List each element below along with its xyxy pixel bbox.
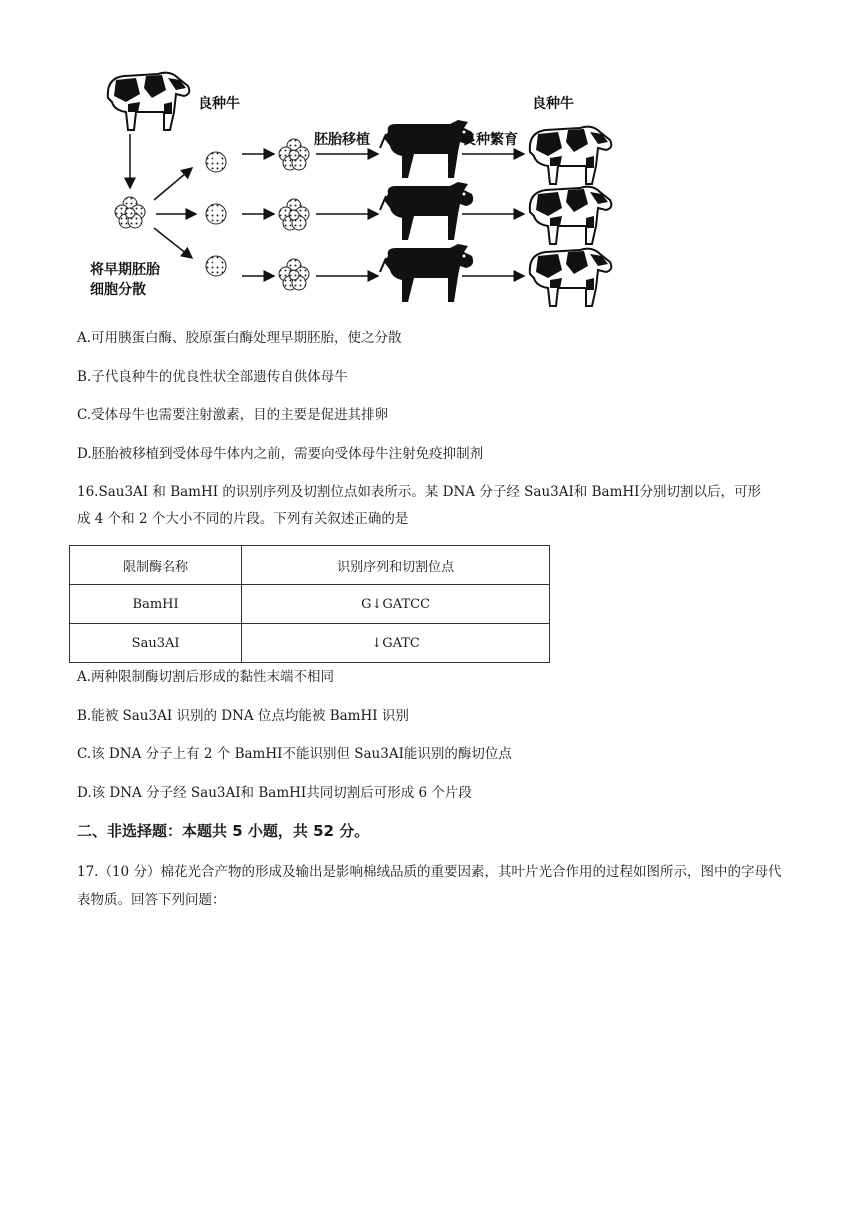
q16-option-c: C.该 DNA 分子上有 2 个 BamHⅠ不能识别但 Sau3AⅠ能识别的酶切位点 [77, 746, 512, 762]
q15-option-b: B.子代良种牛的优良性状全部遗传自供体母牛 [77, 369, 348, 385]
offspring-cow-label: 良种牛 [532, 96, 574, 112]
q16-option-a: A.两种限制酶切割后形成的黏性末端不相同 [77, 669, 335, 685]
table-cell: ↓GATC [242, 624, 550, 663]
cow-icon [530, 187, 612, 244]
cow-icon [530, 249, 612, 306]
q16-stem-line2: 成 4 个和 2 个大小不同的片段。下列有关叙述正确的是 [77, 511, 409, 527]
disperse-label-1: 将早期胚胎 [90, 262, 160, 278]
embryo-icon [279, 199, 309, 230]
q15-option-d: D.胚胎被移植到受体母牛体内之前，需要向受体母牛注射免疫抑制剂 [77, 446, 484, 462]
cell-icon [206, 256, 226, 276]
table-row [70, 585, 550, 624]
cow-icon [380, 244, 473, 302]
section-heading: 二、非选择题：本题共 5 小题，共 52 分。 [77, 822, 370, 840]
cow-icon [530, 127, 612, 184]
q17-stem: 17.（10 分）棉花光合产物的形成及输出是影响棉绒品质的重要因素，其叶片光合作用的过程如图所示，图中的字母代表物质。回答下列问题： [77, 864, 782, 908]
embryo-icon [115, 197, 145, 228]
table-cell: BamHI [70, 585, 242, 624]
disperse-label-2: 细胞分散 [90, 282, 146, 298]
table-header-row [70, 546, 550, 585]
cow-icon [380, 182, 473, 240]
transfer-label: 胚胎移植 [314, 132, 370, 148]
embryo-transfer-figure [90, 62, 616, 314]
q16-stem-line1: 16.Sau3AI 和 BamHI 的识别序列及切割位点如表所示。某 DNA 分子经 Sau3AⅠ和 BamHⅠ分别切割以后，可形 [77, 484, 761, 500]
enzyme-table [69, 545, 550, 663]
donor-cow-label: 良种牛 [198, 96, 240, 112]
table-cell: G↓GATCC [242, 585, 550, 624]
arrow-icon [154, 228, 192, 258]
cow-icon [380, 120, 473, 178]
cell-icon [206, 152, 226, 172]
table-cell: Sau3AI [70, 624, 242, 663]
q16-option-b: B.能被 Sau3AI 识别的 DNA 位点均能被 BamHI 识别 [77, 708, 409, 724]
cow-icon [108, 73, 190, 130]
table-header-cell: 识别序列和切割位点 [242, 546, 550, 585]
embryo-icon [279, 259, 309, 290]
breed-label: 良种繁育 [462, 132, 518, 148]
q15-option-c: C.受体母牛也需要注射激素，目的主要是促进其排卵 [77, 407, 389, 423]
q16-option-d: D.该 DNA 分子经 Sau3AⅠ和 BamHⅠ共同切割后可形成 6 个片段 [77, 785, 472, 801]
table-header-cell: 限制酶名称 [70, 546, 242, 585]
cell-icon [206, 204, 226, 224]
table-row [70, 624, 550, 663]
arrow-icon [154, 168, 192, 200]
embryo-icon [279, 139, 309, 170]
q15-option-a: A.可用胰蛋白酶、胶原蛋白酶处理早期胚胎，使之分散 [77, 330, 402, 346]
